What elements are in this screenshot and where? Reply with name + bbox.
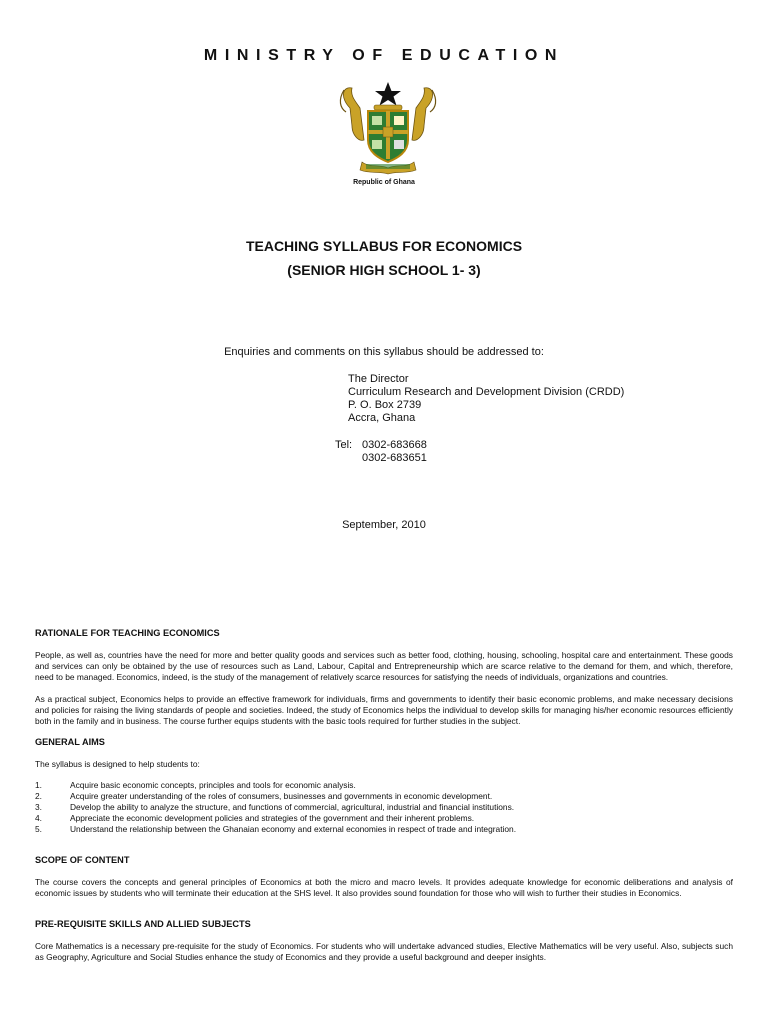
- aims-list: [35, 780, 733, 835]
- list-item: 3. Develop the ability to analyze the structure, and functions of commercial, agricultural, industrial and financial institutions.: [35, 802, 515, 812]
- ghana-coat-of-arms-icon: [336, 78, 440, 178]
- address-line: Accra, Ghana: [348, 412, 416, 424]
- tel-number: 0302-683651: [362, 452, 427, 464]
- syllabus-body: [35, 628, 733, 963]
- republic-caption: Republic of Ghana: [353, 179, 415, 186]
- section-heading: SCOPE OF CONTENT: [35, 855, 130, 865]
- section-heading: PRE-REQUISITE SKILLS AND ALLIED SUBJECTS: [35, 919, 251, 929]
- tel-number: 0302-683668: [362, 439, 427, 451]
- tel-label: Tel:: [335, 439, 353, 451]
- telephone-block: [335, 439, 427, 465]
- syllabus-title: TEACHING SYLLABUS FOR ECONOMICS: [245, 238, 523, 254]
- section-heading: GENERAL AIMS: [35, 737, 105, 747]
- paragraph: The course covers the concepts and general principles of Economics at both the micro and macro levels. It provides adequate knowledge for economic deliberations and analysis of economic issues by students who will terminate their education at the SHS level. It also provides sound foundation for those who will wish to further their studies in Economics.: [35, 877, 733, 898]
- list-item: 2. Acquire greater understanding of the roles of consumers, businesses and governments in economic development.: [35, 791, 493, 801]
- enquiries-intro: Enquiries and comments on this syllabus should be addressed to:: [224, 346, 544, 358]
- list-item: 5. Understand the relationship between the Ghanaian economy and external economies in respect of trade and integration.: [35, 824, 517, 834]
- list-item: 1. Acquire basic economic concepts, principles and tools for economic analysis.: [35, 780, 356, 790]
- address-line: The Director: [348, 373, 409, 385]
- publication-date: September, 2010: [342, 519, 426, 531]
- paragraph: As a practical subject, Economics helps to provide an effective framework for individuals, firms and governments to identify their basic economic problems, and make necessary decisions and policies for raising the living standards of people and societies. Indeed, the study of Economics helps the individual to develop skills for managing his/her economic resources efficiently both in the family and in business. The course further equips students with the basic tools required for further studies in the subject.: [35, 694, 733, 726]
- ministry-heading: MINISTRY OF EDUCATION: [203, 47, 565, 64]
- paragraph: Core Mathematics is a necessary pre-requisite for the study of Economics. For students who will undertake advanced studies, Elective Mathematics will be very useful. Also, subjects such as Geography, Agriculture and Social Studies enhance the study of Economics and they provide a useful background and deeper insights.: [35, 941, 733, 962]
- address-line: P. O. Box 2739: [348, 399, 422, 411]
- address-line: Curriculum Research and Development Division (CRDD): [348, 386, 625, 398]
- paragraph: People, as well as, countries have the need for more and better quality goods and services such as better food, clothing, housing, schooling, hospital care and entertainment. These goods and services can only be obtained by the use of resources such as Land, Labour, Capital and Entrepreneurship which are scarce relative to the demand for them, and which, therefore, need to be managed. Economics, indeed, is the study of the management of relatively scarce resources for satisfying the needs of individuals, organizations and countries.: [35, 650, 733, 682]
- paragraph: The syllabus is designed to help students to:: [35, 759, 200, 769]
- syllabus-subtitle: (SENIOR HIGH SCHOOL 1- 3): [287, 262, 481, 278]
- section-heading: RATIONALE FOR TEACHING ECONOMICS: [35, 628, 220, 638]
- list-item: 4. Appreciate the economic development policies and strategies of the government and their inherent problems.: [35, 813, 475, 823]
